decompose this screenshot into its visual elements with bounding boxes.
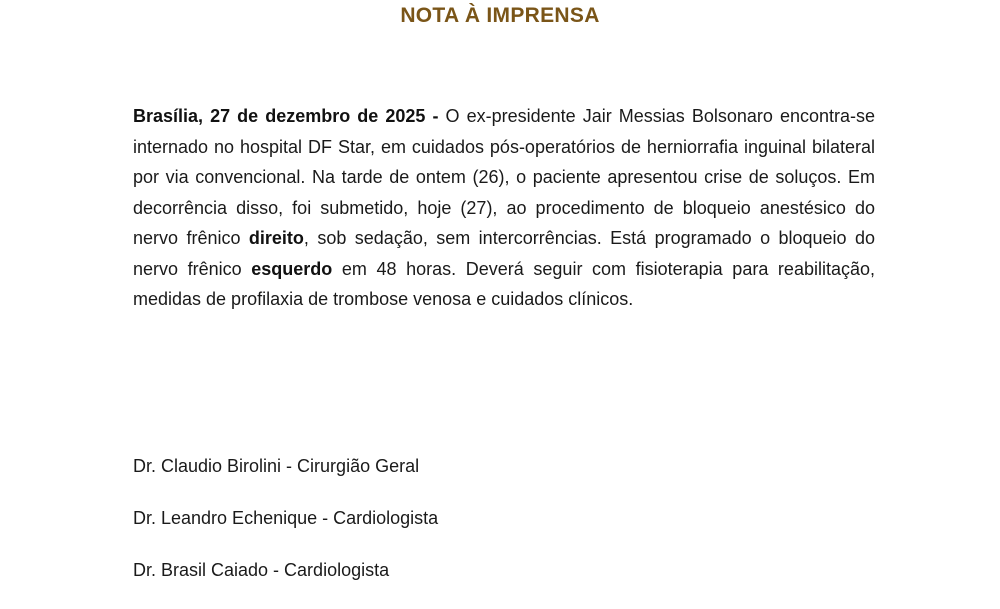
emphasis-direito: direito xyxy=(248,228,304,248)
body-segment-1: O ex-presidente Jair Messias Bolsonaro encontra-se internado no hospital DF Star, em cuidados pós-operatórios de herniorrafia inguinal bilateral por via convencional. Na tarde de ontem (26), o paciente apresentou crise de soluços. Em decorrência disso, foi submetido, hoje (27), ao procedimento de bloqueio anestésico do nervo frênico xyxy=(133,106,875,248)
body-segment-3: em 48 horas. Deverá seguir com fisioterapia para reabilitação, medidas de profilaxia de trombose venosa e cuidados clínicos. xyxy=(133,258,875,309)
press-release-body xyxy=(133,101,875,315)
dateline: Brasília, 27 de dezembro de 2025 - xyxy=(133,106,439,126)
signature-line: Dr. Leandro Echenique - Cardiologista xyxy=(133,508,439,528)
signature-line: Dr. Claudio Birolini - Cirurgião Geral xyxy=(133,456,420,476)
emphasis-esquerdo: esquerdo xyxy=(251,258,333,279)
signature-list xyxy=(133,453,438,609)
press-release-title: NOTA À IMPRENSA xyxy=(400,4,600,27)
body-segment-2: , sob sedação, sem intercorrências. Está programado o bloqueio do nervo frênico xyxy=(133,228,876,279)
signature-line: Dr. Brasil Caiado - Cardiologista xyxy=(133,560,390,580)
